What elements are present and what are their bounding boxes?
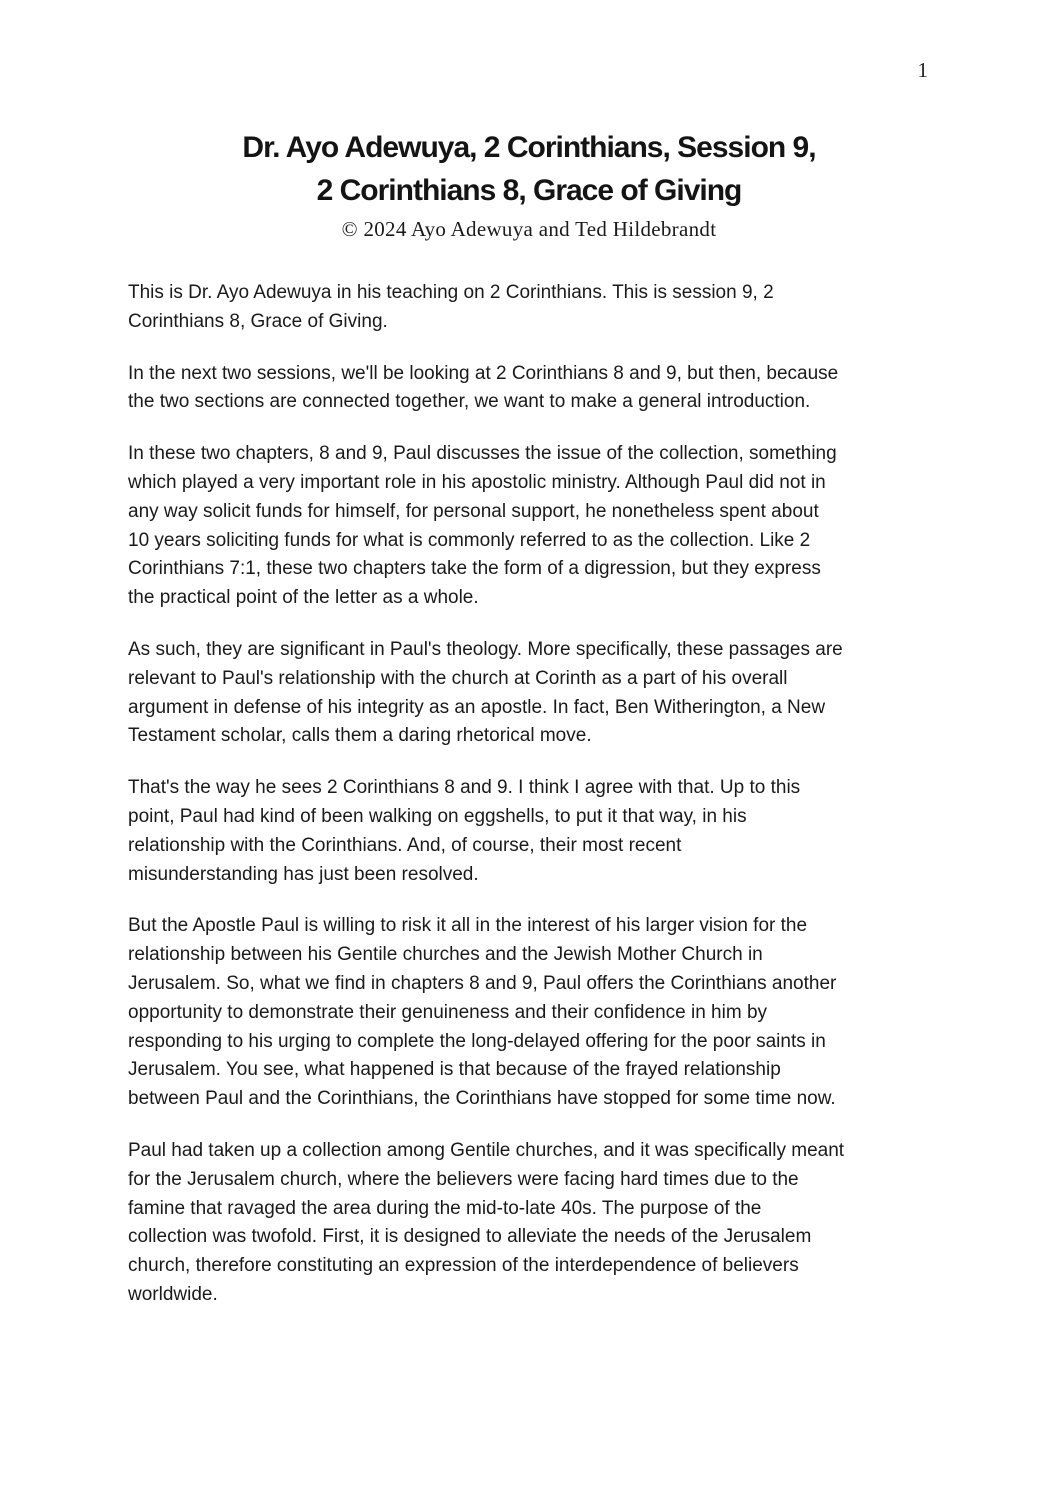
text-line: relationship between his Gentile churches and the Jewish Mother Church in xyxy=(128,944,763,966)
text-line: for the Jerusalem church, where the believers were facing hard times due to the xyxy=(128,1168,799,1190)
text-line: Jerusalem. So, what we find in chapters 8 and 9, Paul offers the Corinthians another xyxy=(128,972,837,994)
paragraph xyxy=(128,279,940,337)
paragraph xyxy=(128,1137,940,1310)
copyright-line: © 2024 Ayo Adewuya and Ted Hildebrandt xyxy=(341,217,717,241)
text-line: As such, they are significant in Paul's theology. More specifically, these passages are xyxy=(128,638,843,660)
paragraph xyxy=(128,774,940,889)
transcript-body xyxy=(128,279,940,1333)
text-line: opportunity to demonstrate their genuineness and their confidence in him by xyxy=(128,1001,768,1023)
text-line: This is Dr. Ayo Adewuya in his teaching on 2 Corinthians. This is session 9, 2 xyxy=(128,282,774,303)
text-line: Paul had taken up a collection among Gentile churches, and it was specifically meant xyxy=(128,1139,845,1161)
text-line: In the next two sessions, we'll be looking at 2 Corinthians 8 and 9, but then, because xyxy=(128,362,839,384)
document-title xyxy=(0,126,1058,212)
text-line: That's the way he sees 2 Corinthians 8 and 9. I think I agree with that. Up to this xyxy=(128,777,801,799)
title-line-1: Dr. Ayo Adewuya, 2 Corinthians, Session 9, xyxy=(242,131,816,164)
text-line: Testament scholar, calls them a daring rhetorical move. xyxy=(128,725,592,747)
text-line: collection was twofold. First, it is designed to alleviate the needs of the Jerusalem xyxy=(128,1226,812,1248)
text-line: between Paul and the Corinthians, the Corinthians have stopped for some time now. xyxy=(128,1088,836,1110)
paragraph xyxy=(128,440,940,613)
text-line: Jerusalem. You see, what happened is that because of the frayed relationship xyxy=(128,1059,781,1081)
text-line: point, Paul had kind of been walking on eggshells, to put it that way, in his xyxy=(128,805,747,827)
text-line: worldwide. xyxy=(128,1283,218,1305)
text-line: 10 years soliciting funds for what is commonly referred to as the collection. Like 2 xyxy=(128,529,811,551)
paragraph xyxy=(128,360,940,418)
text-line: the two sections are connected together, we want to make a general introduction. xyxy=(128,391,811,413)
paragraph xyxy=(128,912,940,1114)
title-line-2: 2 Corinthians 8, Grace of Giving xyxy=(316,174,742,207)
page-number: 1 xyxy=(917,58,928,82)
text-line: Corinthians 8, Grace of Giving. xyxy=(128,310,388,332)
text-line: But the Apostle Paul is willing to risk it all in the interest of his larger vision for the xyxy=(128,915,808,937)
document-header xyxy=(0,126,1058,242)
text-line: responding to his urging to complete the long-delayed offering for the poor saints in xyxy=(128,1030,826,1052)
paragraph xyxy=(128,636,940,751)
text-line: Corinthians 7:1, these two chapters take the form of a digression, but they express xyxy=(128,558,821,580)
text-line: In these two chapters, 8 and 9, Paul discusses the issue of the collection, something xyxy=(128,443,837,465)
text-line: church, therefore constituting an expression of the interdependence of believers xyxy=(128,1255,799,1277)
text-line: relevant to Paul's relationship with the church at Corinth as a part of his overall xyxy=(128,667,788,689)
text-line: famine that ravaged the area during the mid-to-late 40s. The purpose of the xyxy=(128,1197,762,1219)
text-line: argument in defense of his integrity as an apostle. In fact, Ben Witherington, a New xyxy=(128,696,826,718)
text-line: which played a very important role in his apostolic ministry. Although Paul did not in xyxy=(128,471,826,493)
text-line: any way solicit funds for himself, for personal support, he nonetheless spent about xyxy=(128,500,819,522)
text-line: relationship with the Corinthians. And, of course, their most recent xyxy=(128,834,682,856)
text-line: the practical point of the letter as a whole. xyxy=(128,587,479,609)
text-line: misunderstanding has just been resolved. xyxy=(128,863,479,885)
